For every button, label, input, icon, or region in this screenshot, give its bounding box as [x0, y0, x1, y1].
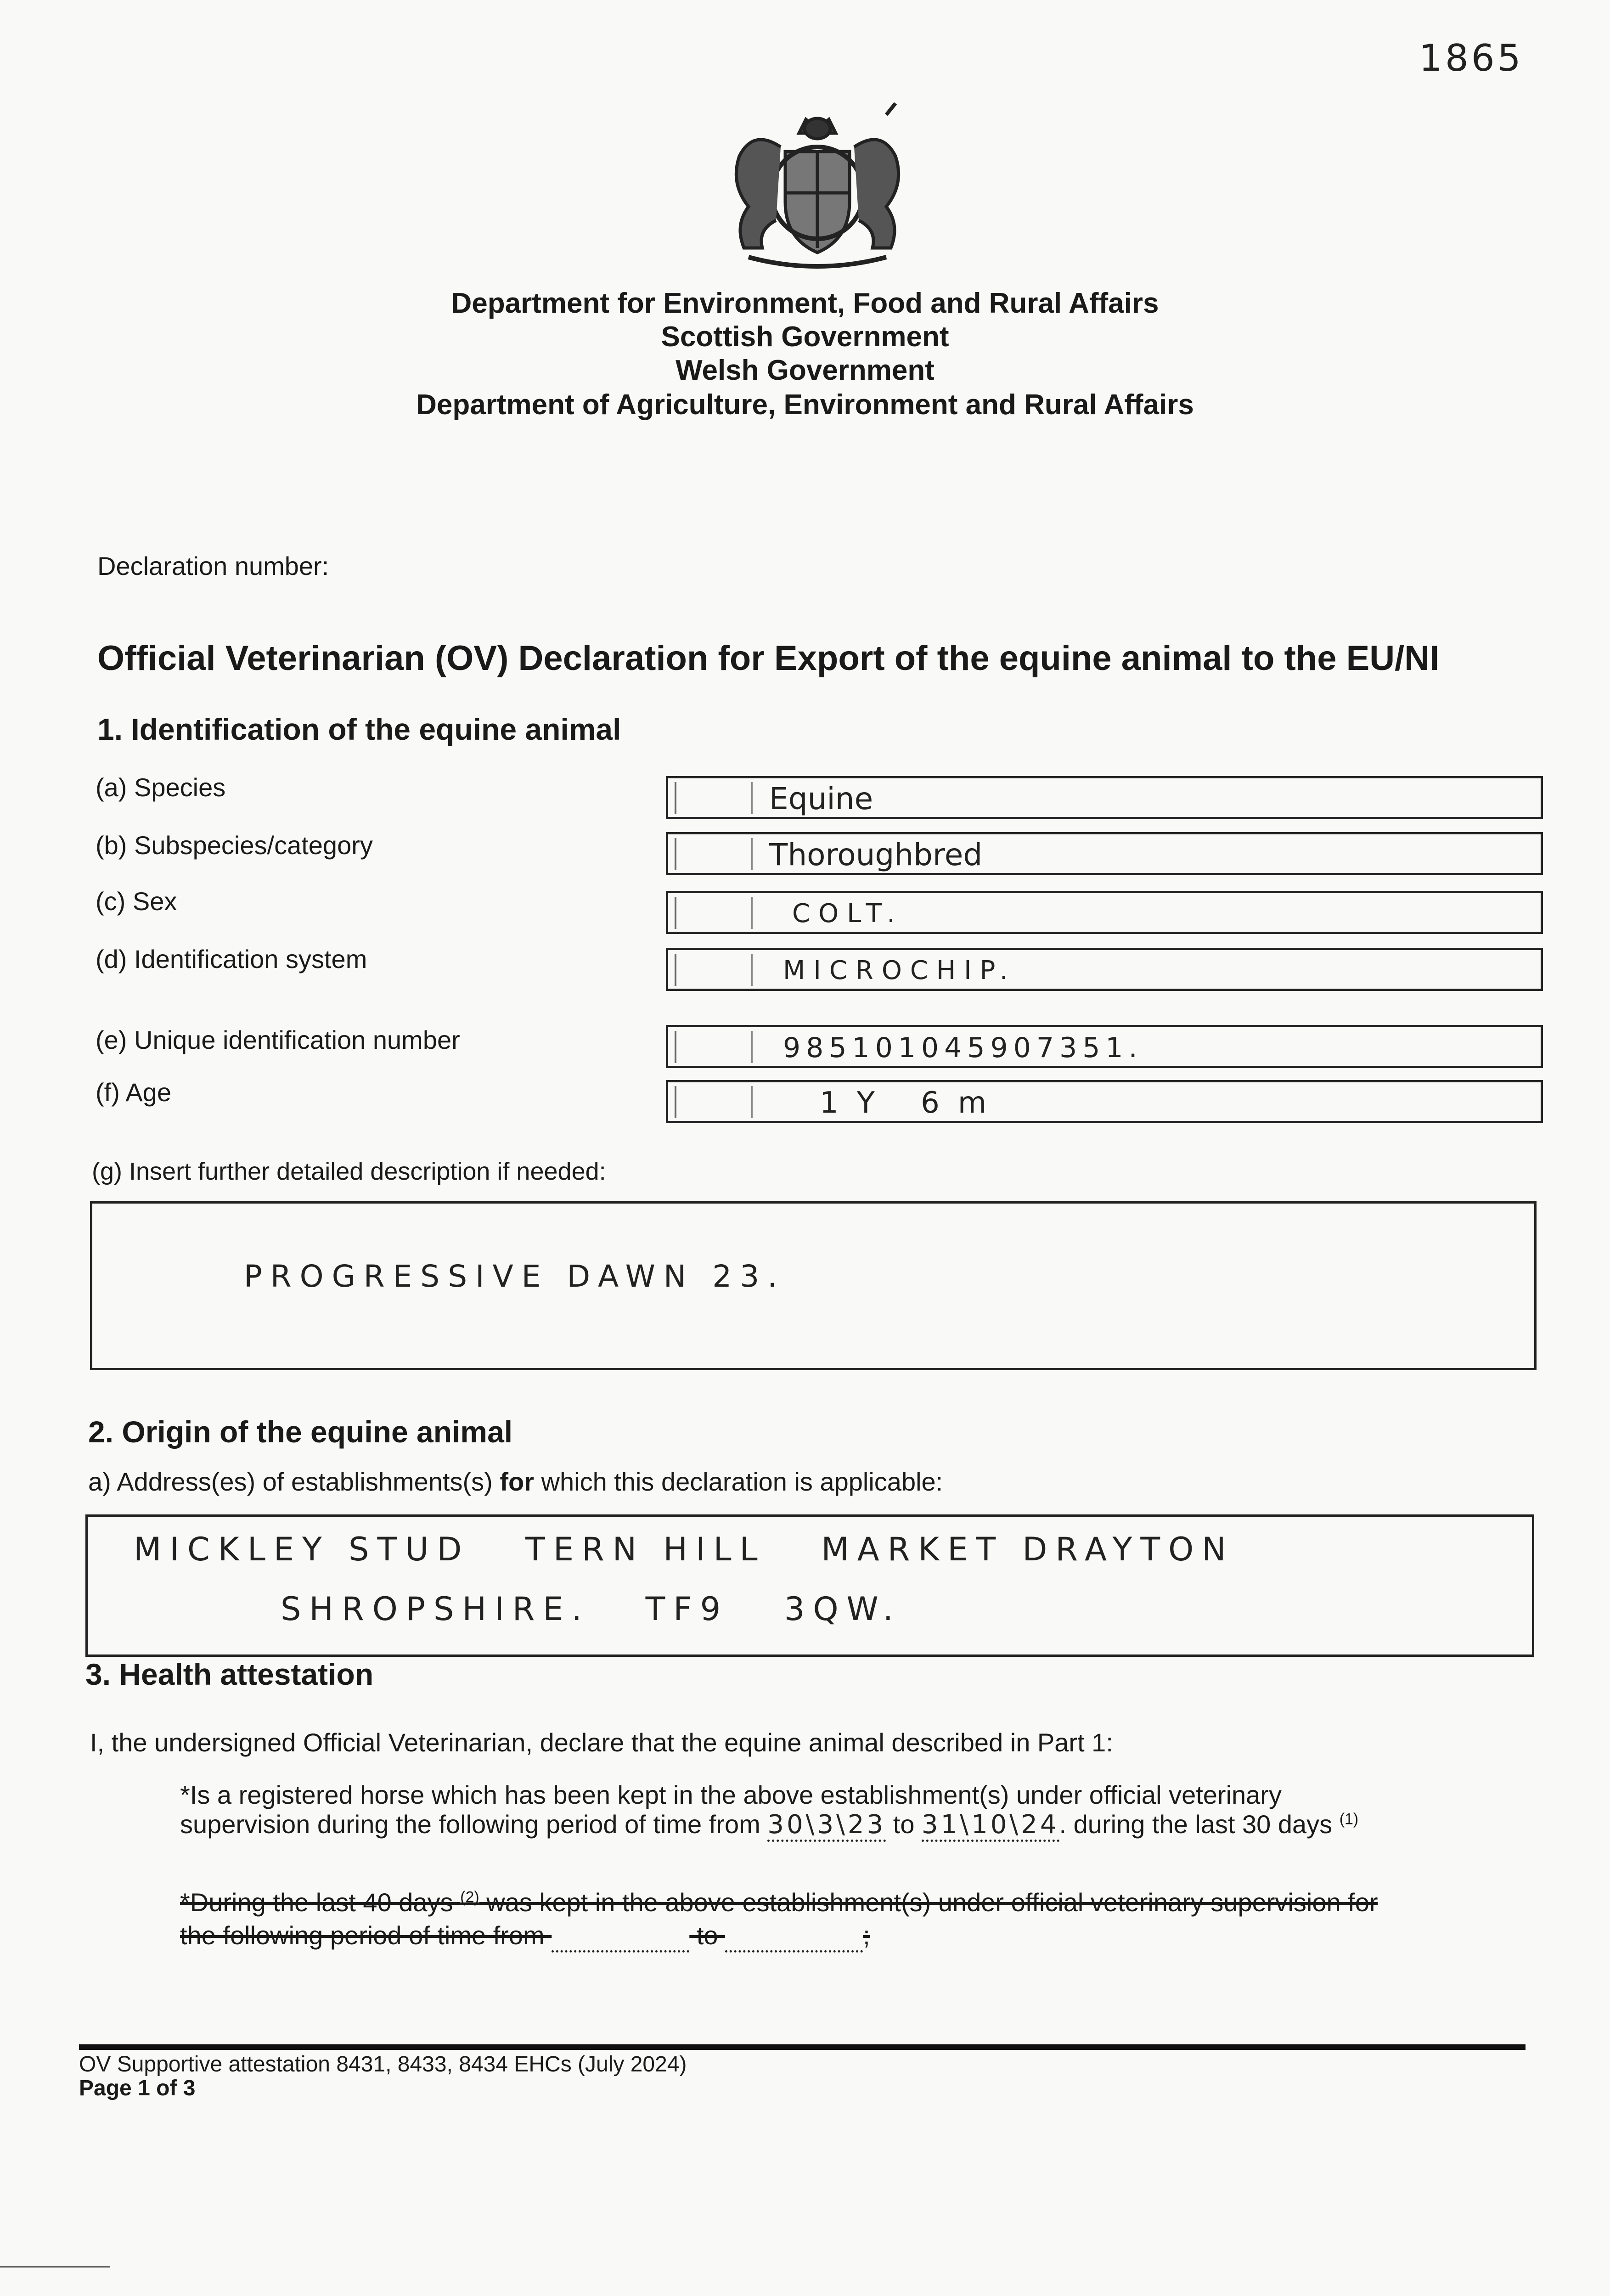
- crest-icon: [712, 101, 923, 276]
- clause1-line1: *Is a registered horse which has been kept in the above establishment(s) under official veterinary: [180, 1780, 1282, 1809]
- address-label-pre: a) Address(es) of establishments(s): [88, 1467, 500, 1496]
- section2-heading: 2. Origin of the equine animal: [88, 1415, 513, 1449]
- address-box[interactable]: [85, 1514, 1534, 1657]
- clause1-post: . during the last 30 days: [1059, 1810, 1340, 1839]
- species-field[interactable]: [666, 776, 1543, 819]
- header-line-welsh: Welsh Government: [676, 355, 934, 386]
- clause2-line2a: the following period of time from: [180, 1921, 552, 1950]
- sex-value: COLT.: [792, 899, 904, 929]
- stamp-number: 1865: [1419, 37, 1524, 79]
- footnote-1: (1): [1339, 1810, 1359, 1828]
- sex-label: (c) Sex: [96, 887, 177, 916]
- footer-divider: [79, 2044, 1526, 2050]
- age-field[interactable]: [666, 1080, 1543, 1123]
- header-line-daera: Department of Agriculture, Environment and Rural Affairs: [416, 389, 1194, 421]
- species-value: Equine: [769, 781, 873, 816]
- identification-system-label: (d) Identification system: [96, 945, 367, 974]
- clause1-pre: supervision during the following period of time from: [180, 1810, 768, 1839]
- clause2-from-field[interactable]: [552, 1920, 689, 1953]
- clause2-line1: [180, 1887, 1378, 1917]
- page-title: Official Veterinarian (OV) Declaration for Export of the equine animal to the EU/NI: [97, 639, 1440, 678]
- footer-attestation: OV Supportive attestation 8431, 8433, 8434 EHCs (July 2024): [79, 2052, 687, 2077]
- description-box[interactable]: [90, 1201, 1537, 1370]
- age-value: 1Y 6m: [820, 1086, 1005, 1120]
- clause1-line2: [180, 1809, 1358, 1842]
- declaration-number-label: Declaration number:: [97, 551, 329, 580]
- identification-system-field[interactable]: [666, 948, 1543, 991]
- description-label: (g) Insert further detailed description if needed:: [92, 1158, 606, 1185]
- health-intro: I, the undersigned Official Veterinarian, declare that the equine animal described in Part 1:: [90, 1728, 1113, 1757]
- species-label: (a) Species: [96, 773, 226, 802]
- header-line-scottish: Scottish Government: [661, 321, 949, 353]
- footnote-2: (2): [460, 1888, 479, 1906]
- sex-field[interactable]: [666, 891, 1543, 934]
- subspecies-value: Thoroughbred: [769, 837, 983, 872]
- clause2-line2: [180, 1920, 870, 1953]
- date-from-field[interactable]: 30\3\23: [767, 1810, 886, 1842]
- unique-id-value: 985101045907351.: [783, 1032, 1143, 1064]
- scan-edge-line: [0, 2266, 110, 2268]
- identification-system-value: MICROCHIP.: [783, 956, 1016, 985]
- description-value: PROGRESSIVE DAWN 23.: [244, 1259, 786, 1294]
- header-line-defra: Department for Environment, Food and Rural Affairs: [451, 287, 1159, 319]
- clause2-line1a: *During the last 40 days: [180, 1888, 461, 1917]
- age-label: (f) Age: [96, 1078, 171, 1107]
- clause2-line1b: was kept in the above establishment(s) under official veterinary supervision for: [479, 1888, 1378, 1917]
- clause2-end: ;: [863, 1921, 870, 1950]
- address-label: [88, 1467, 943, 1497]
- section3-heading: 3. Health attestation: [85, 1657, 374, 1691]
- footer-page: Page 1 of 3: [79, 2076, 196, 2100]
- address-label-bold: for: [500, 1467, 534, 1496]
- subspecies-field[interactable]: [666, 832, 1543, 875]
- clause2-to-field[interactable]: [725, 1920, 863, 1953]
- unique-id-label: (e) Unique identification number: [96, 1025, 460, 1054]
- unique-id-field[interactable]: [666, 1025, 1543, 1068]
- address-label-post: which this declaration is applicable:: [534, 1467, 943, 1496]
- date-to-field[interactable]: 31\10\24: [922, 1810, 1059, 1842]
- clause2-to: to: [689, 1921, 726, 1950]
- subspecies-label: (b) Subspecies/category: [96, 831, 373, 860]
- address-line-1: MICKLEY STUD TERN HILL MARKET DRAYTON: [134, 1531, 1234, 1568]
- address-line-2: SHROPSHIRE. TF9 3QW.: [281, 1590, 901, 1628]
- to-word: to: [886, 1810, 922, 1839]
- section1-heading: 1. Identification of the equine animal: [97, 712, 621, 746]
